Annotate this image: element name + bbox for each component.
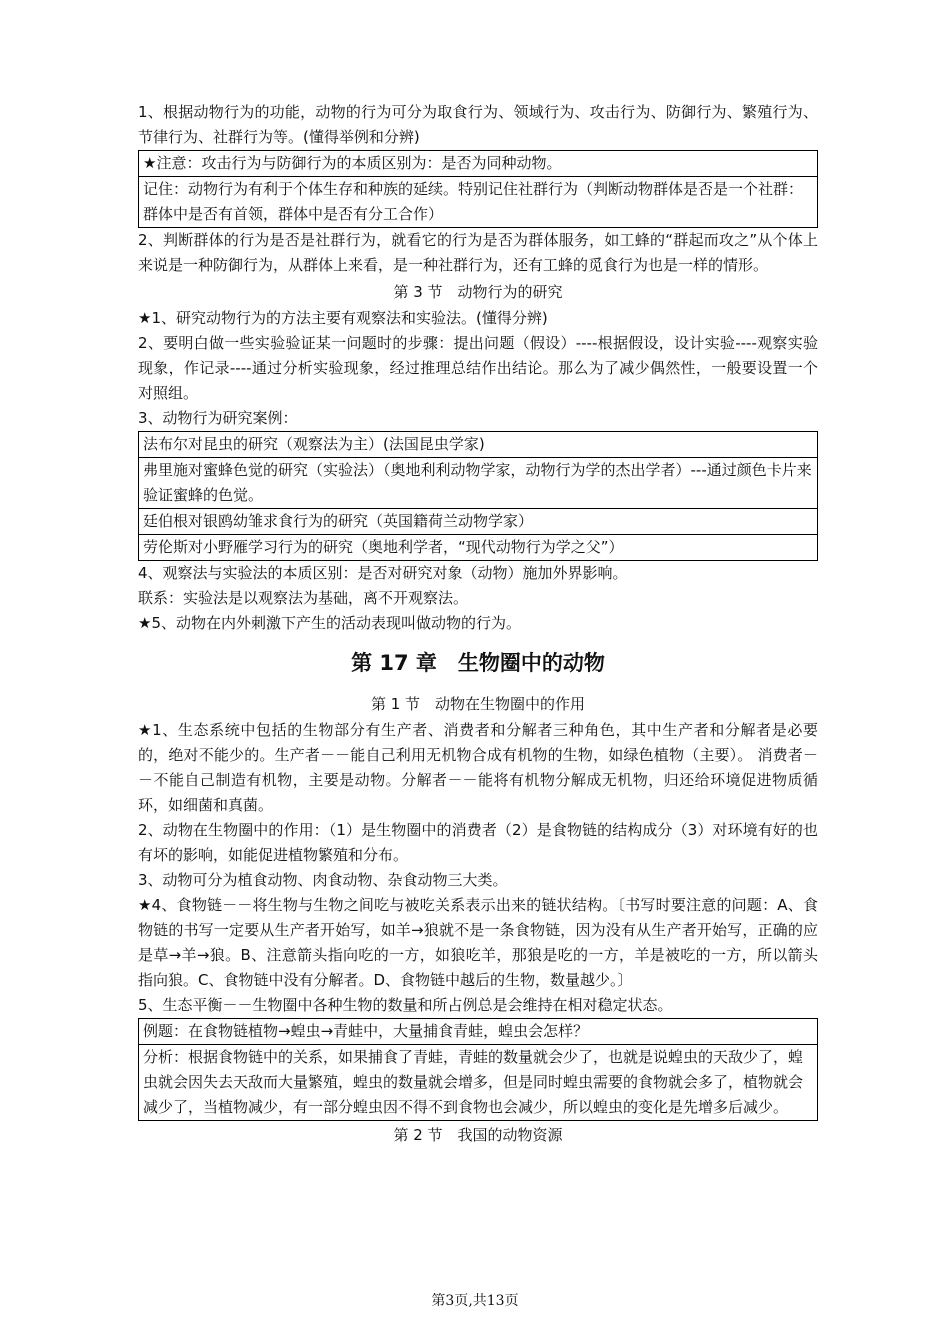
paragraph-animal-roles: 2、动物在生物圈中的作用：（1）是生物圈中的消费者（2）是食物链的结构成分（3）对环境有好的也有坏的影响，如能促进植物繁殖和分布。 — [138, 821, 818, 864]
paragraph-food-chain: ★4、食物链－－将生物与生物之间吃与被吃关系表示出来的链状结构。〔书写时要注意的问题：A、食物链的书写一定要从生产者开始写，如羊→狼就不是一条食物链，因为没有从生产者开始写，正确的应是草→羊→狼。B、注意箭头指向吃的一方，如狼吃羊，那狼是吃的一方，羊是被吃的一方，所以箭头指向狼。C、食物链中没有分解者。D、食物链中越后的生物，数量越少。〕 — [138, 896, 818, 989]
paragraph-method-difference: 4、观察法与实验法的本质区别：是否对研究对象（动物）施加外界影响。 — [138, 564, 628, 582]
paragraph-experiment-steps: 2、要明白做一些实验验证某一问题时的步骤：提出问题（假设）----根据假设，设计实验----观察实验现象，作记录----通过分析实验现象，经过推理总结作出结论。那么为了减少偶然性，一般要设置一个对照组。 — [138, 334, 818, 402]
example-box — [138, 1018, 818, 1121]
case-row-fabre: 法布尔对昆虫的研究（观察法为主）(法国昆虫学家) — [143, 435, 485, 453]
paragraph-animal-categories: 3、动物可分为植食动物、肉食动物、杂食动物三大类。 — [138, 871, 508, 889]
example-question: 例题：在食物链植物→蝗虫→青蛙中，大量捕食青蛙，蝗虫会怎样？ — [143, 1022, 589, 1040]
paragraph-behavior-definition: ★5、动物在内外刺激下产生的活动表现叫做动物的行为。 — [138, 614, 521, 632]
note-box-behavior — [138, 150, 818, 228]
paragraph-ecological-balance: 5、生态平衡－－生物圈中各种生物的数量和所占例总是会维持在相对稳定状态。 — [138, 996, 673, 1014]
paragraph-behavior-types: 1、根据动物行为的功能，动物的行为可分为取食行为、领域行为、攻击行为、防御行为、繁殖行为、节律行为、社群行为等。(懂得举例和分辨) — [138, 103, 818, 146]
note-cell-social-behavior: 记住：动物行为有利于个体生存和种族的延续。特别记住社群行为（判断动物群体是否是一个社群：群体中是否有首领，群体中是否有分工合作） — [139, 176, 817, 227]
section-title-2: 第 2 节 我国的动物资源 — [393, 1126, 563, 1144]
note-cell-attack-defense: ★注意：攻击行为与防御行为的本质区别为：是否为同种动物。 — [143, 154, 562, 172]
case-table — [138, 431, 818, 561]
section-title-1: 第 1 节 动物在生物圈中的作用 — [370, 695, 586, 713]
paragraph-method-connection: 联系：实验法是以观察法为基础，离不开观察法。 — [138, 589, 469, 607]
case-row-frisch: 弗里施对蜜蜂色觉的研究（实验法）（奥地利利动物学家，动物行为学的杰出学者）---通过颜色卡片来验证蜜蜂的色觉。 — [139, 457, 817, 508]
page-content — [138, 100, 818, 1149]
paragraph-research-cases: 3、动物行为研究案例： — [138, 409, 298, 427]
case-row-tinbergen: 廷伯根对银鸥幼雏求食行为的研究（英国籍荷兰动物学家） — [139, 508, 817, 534]
paragraph-research-methods: ★1、研究动物行为的方法主要有观察法和实验法。(懂得分辨) — [138, 309, 548, 327]
paragraph-ecosystem-roles: ★1、生态系统中包括的生物部分有生产者、消费者和分解者三种角色，其中生产者和分解者是必要的，绝对不能少的。生产者－－能自己利用无机物合成有机物的生物，如绿色植物（主要）。 消费者－－不能自己制造有机物，主要是动物。分解者－－能将有机物分解成无机物，归还给环境促进物质循环，如细菌和真菌。 — [138, 721, 818, 814]
case-row-lorenz: 劳伦斯对小野雁学习行为的研究（奥地利学者，“现代动物行为学之父”） — [139, 534, 817, 560]
page-footer: 第3页,共13页 — [431, 1293, 519, 1309]
example-analysis: 分析：根据食物链中的关系，如果捕食了青蛙，青蛙的数量就会少了，也就是说蝗虫的天敌少了，蝗虫就会因失去天敌而大量繁殖，蝗虫的数量就会增多，但是同时蝗虫需要的食物就会多了，植物就会减少了，当植物减少，有一部分蝗虫因不得不到食物也会减少，所以蝗虫的变化是先增多后减少。 — [139, 1044, 817, 1120]
section-title-3: 第 3 节 动物行为的研究 — [393, 283, 563, 301]
paragraph-social-judgement: 2、判断群体的行为是否是社群行为，就看它的行为是否为群体服务，如工蜂的“群起而攻之”从个体上来说是一种防御行为，从群体上来看，是一种社群行为，还有工蜂的觅食行为也是一样的情形。 — [138, 231, 818, 274]
chapter-title: 第 17 章 生物圈中的动物 — [351, 651, 605, 675]
